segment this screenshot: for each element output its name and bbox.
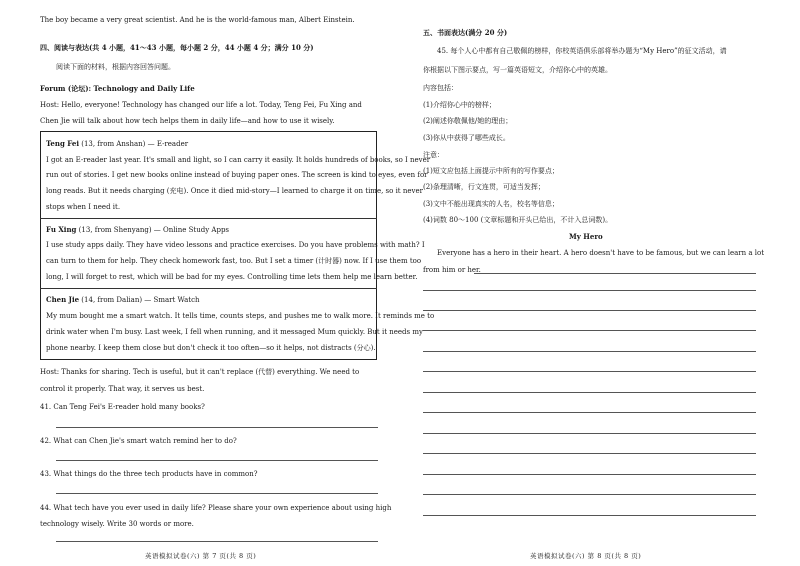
- writing-line[interactable]: [423, 515, 756, 516]
- writing-line[interactable]: [423, 433, 756, 434]
- essay-start-line-1: Everyone has a hero in their heart. A hero doesn't have to be famous, but we can learn a lot: [437, 249, 765, 257]
- writing-line[interactable]: [423, 330, 756, 331]
- page-footer: 英语模拟试卷(六) 第 8 页(共 8 页): [530, 552, 642, 560]
- post-divider: [40, 218, 377, 219]
- writing-line[interactable]: [423, 310, 756, 311]
- post-line: can turn to them for help. They check homework fast, too. But I set a timer (计时器) now. If I use them too: [46, 257, 422, 265]
- writing-line[interactable]: [423, 371, 756, 372]
- question-41: 41. Can Teng Fei's E-reader hold many books?: [40, 403, 205, 411]
- writing-line[interactable]: [423, 290, 756, 291]
- answer-line[interactable]: [56, 541, 378, 542]
- post-line: stops when I need it.: [46, 203, 121, 211]
- post-line: I got an E-reader last year. It's small and light, so I can carry it easily. It holds hundreds of books, so I never: [46, 156, 431, 164]
- post-line: run out of stories. I get new books online instead of buying paper ones. The screen is kind to eyes, even for: [46, 171, 428, 179]
- notes-label: 注意：: [423, 151, 444, 159]
- host-outro-line-2: control it properly. That way, it serves us best.: [40, 385, 205, 393]
- answer-line[interactable]: [56, 493, 378, 494]
- essay-start-line-2: from him or her.: [423, 266, 481, 274]
- post-line: I use study apps daily. They have video lessons and practice exercises. Do you have problems with math? I: [46, 241, 425, 249]
- post-line: long reads. But it needs charging (充电). Once it died mid-story—I learned to charge it on time, so it never: [46, 187, 423, 195]
- writing-line[interactable]: [474, 273, 756, 274]
- post-meta: (14, from Dalian) — Smart Watch: [79, 296, 200, 304]
- essay-title: My Hero: [569, 232, 603, 241]
- post-author: Fu Xing: [46, 225, 77, 234]
- section5-title: 五、书面表达(满分 20 分): [423, 28, 508, 37]
- writing-line[interactable]: [423, 412, 756, 413]
- content-label: 内容包括：: [423, 84, 458, 92]
- writing-line[interactable]: [423, 351, 756, 352]
- host-outro-line-1: Host: Thanks for sharing. Tech is useful, but it can't replace (代替) everything. We need to: [40, 368, 360, 376]
- q45-line-2: 你根据以下图示要点，写一篇英语短文，介绍你心中的英雄。: [423, 66, 612, 74]
- post-author: Teng Fei: [46, 139, 79, 148]
- writing-line[interactable]: [423, 474, 756, 475]
- host-intro-line-2: Chen Jie will talk about how tech helps them in daily life—and how to use it wisely.: [40, 117, 335, 125]
- q45-line-1: 45. 每个人心中都有自己敬佩的榜样，你校英语俱乐部将举办题为“My Hero”的征文活动，请: [437, 47, 727, 55]
- post-header: [46, 225, 229, 235]
- question-42: 42. What can Chen Jie's smart watch remind her to do?: [40, 437, 237, 445]
- content-item: (3)你从中获得了哪些成长。: [423, 134, 510, 142]
- post-line: long, I will forget to rest, which will be bad for my eyes. Controlling time lets them help me learn better.: [46, 273, 418, 281]
- host-intro-line-1: Host: Hello, everyone! Technology has changed our life a lot. Today, Teng Fei, Fu Xing and: [40, 101, 362, 109]
- post-header: [46, 139, 188, 149]
- post-header: [46, 295, 200, 305]
- forum-title: Forum (论坛): Technology and Daily Life: [40, 84, 195, 93]
- note-item: (2)条理清晰，行文连贯，可适当发挥；: [423, 183, 545, 191]
- note-item: (3)文中不能出现真实的人名，校名等信息；: [423, 200, 559, 208]
- post-meta: (13, from Anshan) — E-reader: [78, 140, 189, 148]
- content-item: (2)阐述你敬佩他/她的理由；: [423, 117, 513, 125]
- post-line: drink water when I'm busy. Last week, I fell when running, and it messaged Mum quickly. But it needs my: [46, 328, 423, 336]
- section4-title: 四、阅读与表达(共 4 小题，41～43 小题，每小题 2 分，44 小题 4 分；满分 10 分): [40, 43, 314, 52]
- post-author: Chen Jie: [46, 295, 80, 304]
- writing-line[interactable]: [423, 392, 756, 393]
- question-44-line-1: 44. What tech have you ever used in daily life? Please share your own experience about using high: [40, 504, 392, 512]
- writing-line[interactable]: [423, 494, 756, 495]
- note-item: (1)短文应包括上面提示中所有的写作要点；: [423, 167, 559, 175]
- section4-instruction: 阅读下面的材料，根据内容回答问题。: [56, 63, 175, 71]
- writing-line[interactable]: [423, 453, 756, 454]
- page-footer: 英语模拟试卷(六) 第 7 页(共 8 页): [145, 552, 257, 560]
- question-44-line-2: technology wisely. Write 30 words or more.: [40, 520, 194, 528]
- post-line: phone nearby. I keep them close but don't check it too often—so it helps, not distracts (分心).: [46, 344, 376, 352]
- right-page: [400, 0, 800, 566]
- note-item: (4)词数 80～100 (文章标题和开头已给出，不计入总词数)。: [423, 216, 613, 224]
- post-line: My mum bought me a smart watch. It tells time, counts steps, and pushes me to walk more. It reminds me to: [46, 312, 435, 320]
- content-item: (1)介绍你心中的榜样；: [423, 101, 496, 109]
- answer-line[interactable]: [56, 460, 378, 461]
- answer-line[interactable]: [56, 427, 378, 428]
- intro-line: The boy became a very great scientist. And he is the world-famous man, Albert Einstein.: [40, 16, 355, 24]
- post-meta: (13, from Shenyang) — Online Study Apps: [76, 226, 230, 234]
- post-divider: [40, 288, 377, 289]
- question-43: 43. What things do the three tech products have in common?: [40, 470, 258, 478]
